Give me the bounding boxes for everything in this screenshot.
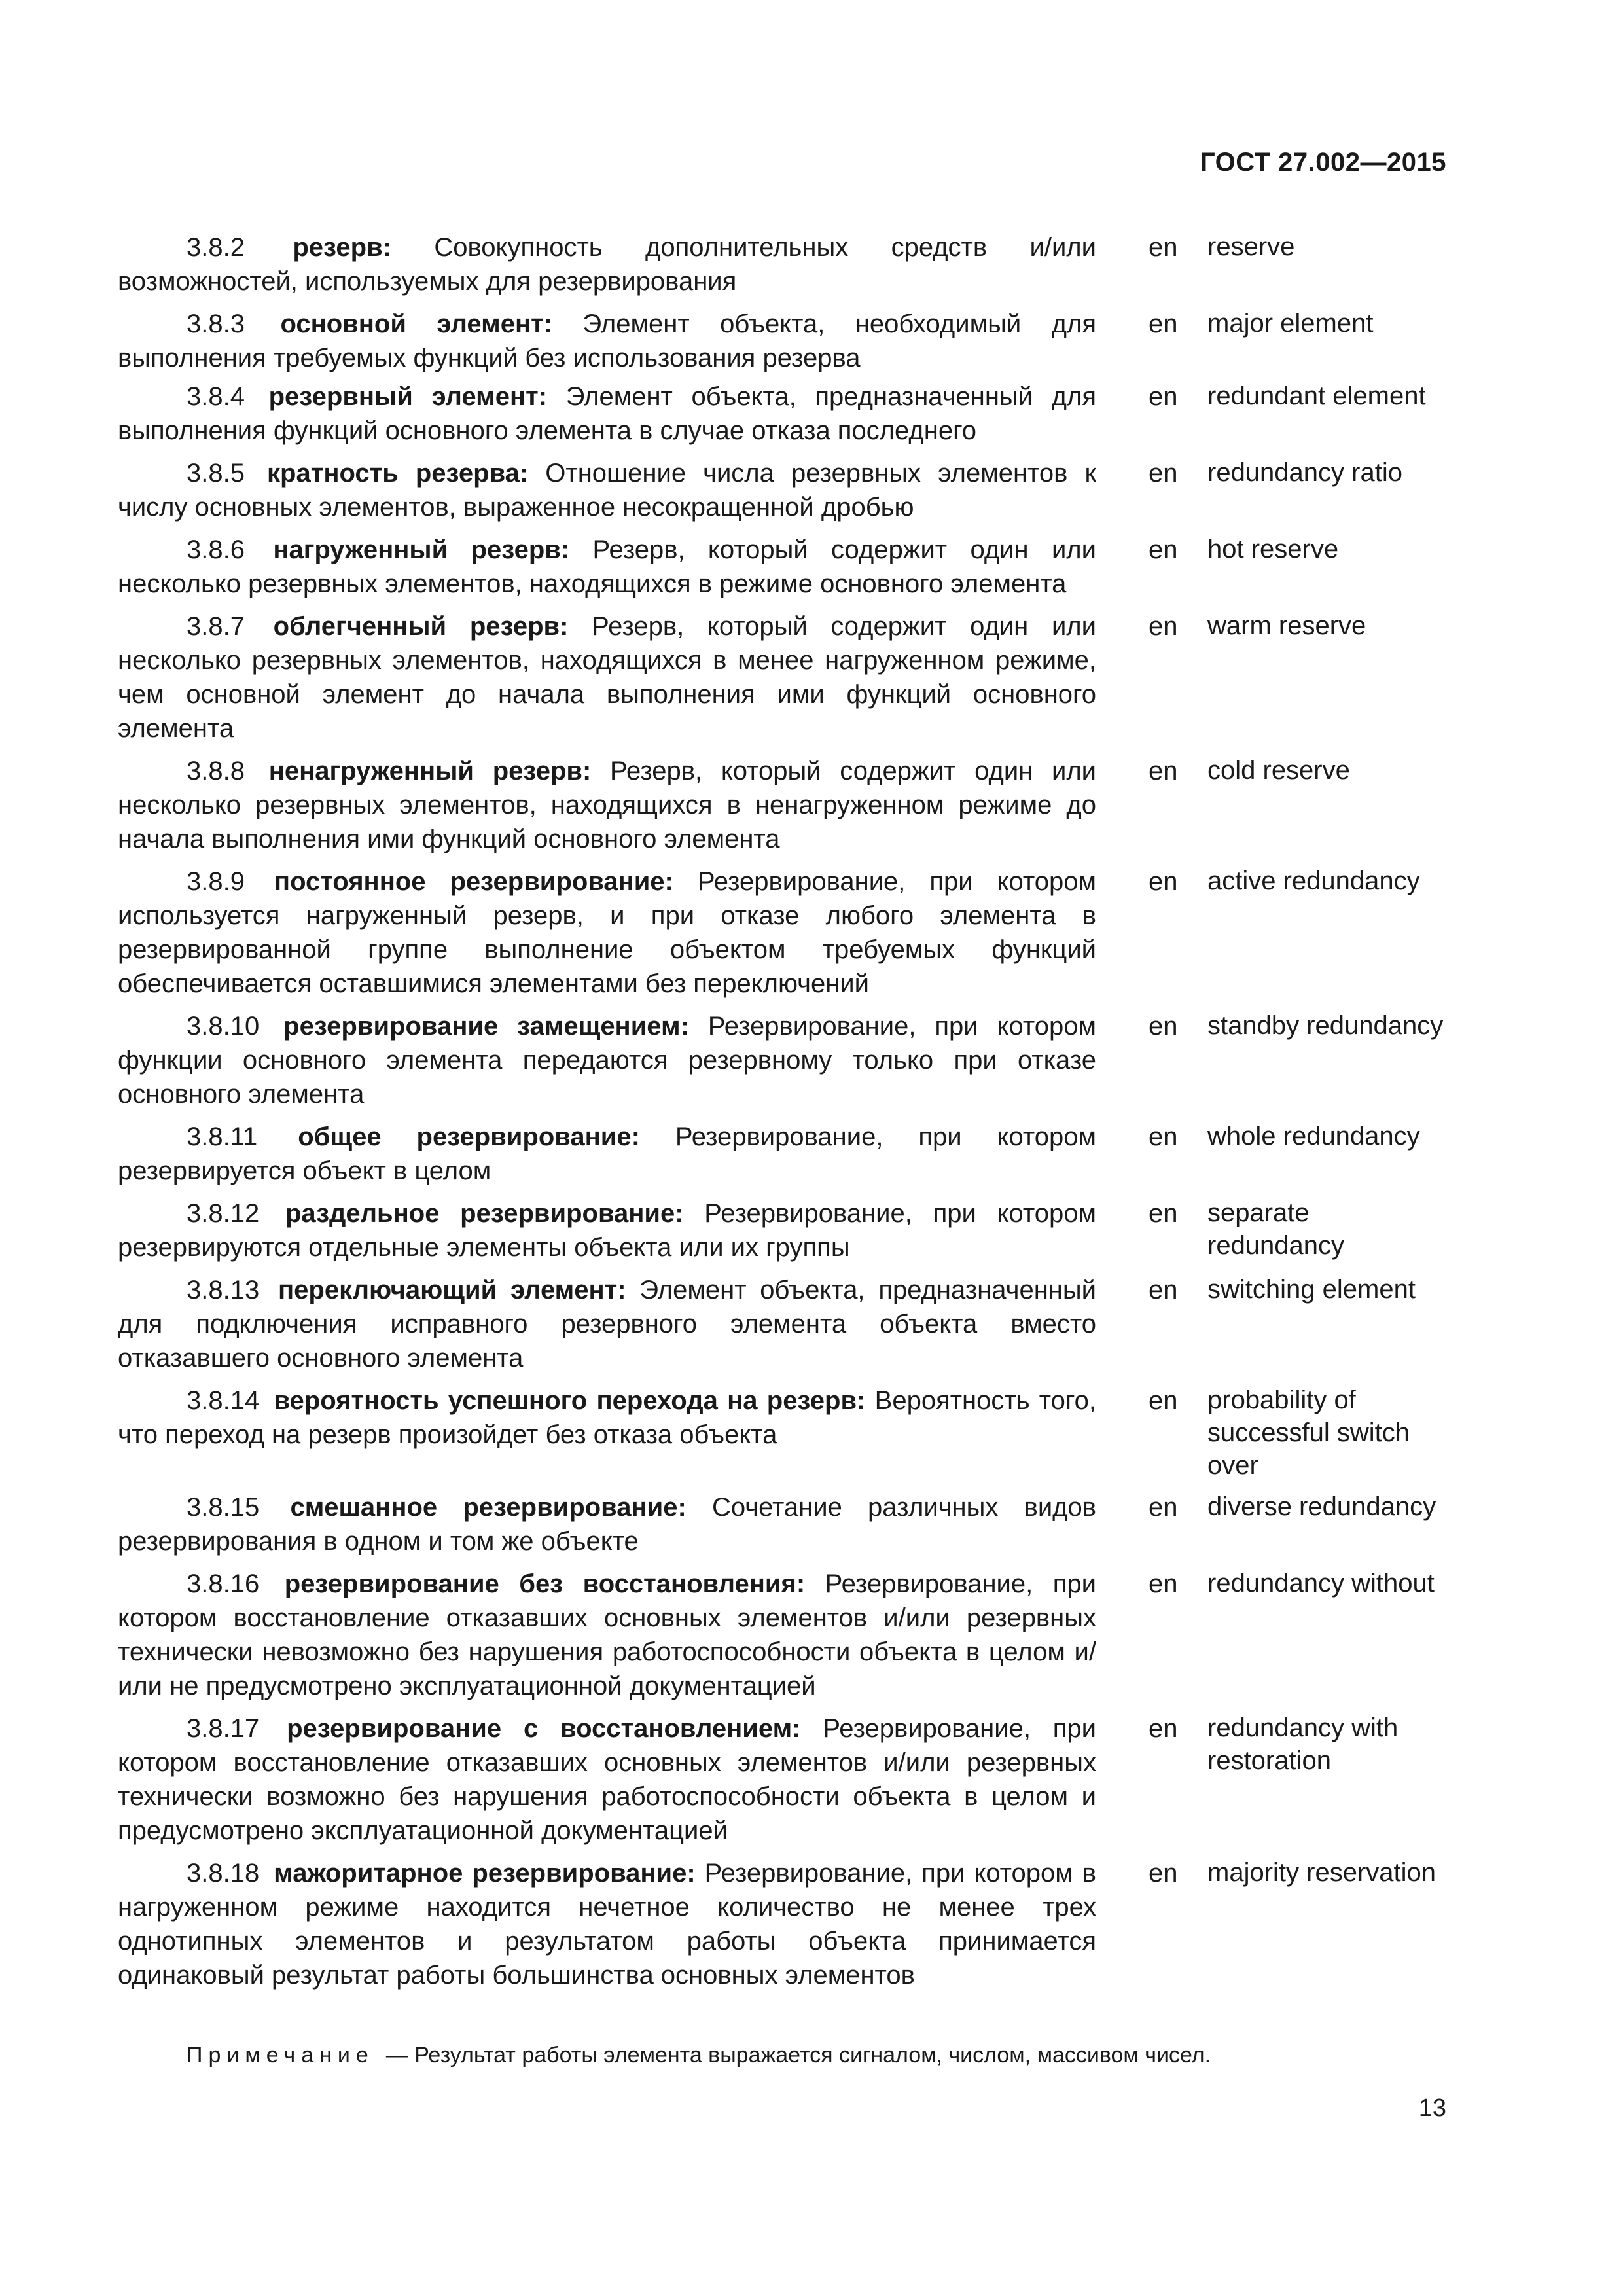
term-name: постоянное резервирование: bbox=[274, 867, 673, 896]
term-name: резервирование с восстановлением: bbox=[287, 1714, 801, 1743]
term-definition bbox=[118, 1196, 1096, 1265]
term-number: 3.8.6 bbox=[187, 535, 245, 564]
term-name: резерв: bbox=[293, 233, 391, 262]
term-definition bbox=[118, 533, 1096, 601]
english-equivalent: cold reserve bbox=[1207, 756, 1350, 785]
note-text: — Результат работы элемента выражается сигналом, числом, массивом чисел. bbox=[385, 2043, 1211, 2068]
note-label: Примечание bbox=[187, 2043, 374, 2068]
definition-text: Резервирование, при котором восстановление отказавших основных элементов и/или резервных технически невозможно без нарушения работоспособности объекта в целом и/или не предусмотрено эксплуатационной документацией bbox=[118, 1570, 1096, 1700]
term-name: облегченный резерв: bbox=[273, 612, 569, 641]
term-name: ненагруженный резерв: bbox=[268, 757, 592, 785]
term-definition bbox=[118, 1712, 1096, 1848]
english-equivalent: whole redundancy bbox=[1207, 1122, 1420, 1151]
term-name: резервный элемент: bbox=[268, 382, 548, 411]
term-definition bbox=[118, 609, 1096, 745]
term-entry bbox=[118, 1120, 1446, 1188]
term-entries bbox=[118, 230, 1446, 1992]
language-code: en bbox=[1149, 612, 1178, 641]
term-number: 3.8.3 bbox=[187, 310, 245, 338]
language-code: en bbox=[1149, 233, 1178, 262]
language-code: en bbox=[1149, 1012, 1178, 1041]
definition-text: Элемент объекта, предназначенный для подключения исправного резервного элемента объекта вместо отказавшего основного элемента bbox=[118, 1276, 1096, 1372]
english-equivalent: probability of successful switch over bbox=[1207, 1386, 1410, 1480]
term-definition bbox=[118, 1567, 1096, 1703]
term-number: 3.8.11 bbox=[187, 1122, 258, 1151]
english-equivalent: redundant element bbox=[1207, 382, 1426, 410]
term-definition bbox=[118, 1856, 1096, 1992]
term-number: 3.8.17 bbox=[187, 1714, 260, 1743]
english-equivalent: redundancy without bbox=[1207, 1569, 1435, 1598]
term-number: 3.8.18 bbox=[187, 1859, 260, 1888]
english-equivalent: switching element bbox=[1207, 1275, 1416, 1304]
english-equivalent: diverse redundancy bbox=[1207, 1492, 1436, 1521]
definition-text: Резервирование, при котором восстановление отказавших основных элементов и/или резервных технически возможно без нарушения работоспособности объекта в целом и предусмотрено эксплуатационной документацией bbox=[118, 1714, 1097, 1845]
term-name: раздельное резервирование: bbox=[285, 1199, 684, 1228]
english-equivalent: reserve bbox=[1207, 232, 1295, 261]
definition-text: Элемент объекта, предназначенный для выполнения функций основного элемента в случае отказа последнего bbox=[118, 382, 1096, 445]
term-entry bbox=[118, 754, 1446, 856]
english-equivalent: separate redundancy bbox=[1207, 1198, 1345, 1260]
language-code: en bbox=[1149, 459, 1178, 488]
language-code: en bbox=[1149, 1276, 1178, 1304]
term-definition bbox=[118, 1273, 1096, 1375]
term-entry bbox=[118, 1712, 1446, 1848]
term-entry bbox=[118, 1490, 1446, 1558]
term-number: 3.8.5 bbox=[187, 459, 245, 488]
definition-text: Резервирование, при котором в нагруженном режиме находится нечетное количество не менее трех однотипных элементов и результатом работы объекта принимается одинаковый результат работы большинства основных элементов bbox=[118, 1859, 1096, 1990]
definition-text: Резервирование, при котором резервируются отдельные элементы объекта или их группы bbox=[118, 1199, 1096, 1262]
language-code: en bbox=[1149, 757, 1178, 785]
definition-text: Совокупность дополнительных средств и/или возможностей, используемых для резервирования bbox=[118, 233, 1096, 296]
english-equivalent: redundancy ratio bbox=[1207, 458, 1402, 487]
language-code: en bbox=[1149, 535, 1178, 564]
english-equivalent: redundancy with restoration bbox=[1207, 1713, 1399, 1775]
definition-text: Резервирование, при котором используется нагруженный резерв, и при отказе любого элемента в резервированной группе выполнение объектом требуемых функций обеспечивается оставшимися элементами без переключений bbox=[118, 867, 1096, 998]
term-entry bbox=[118, 1567, 1446, 1703]
term-name: нагруженный резерв: bbox=[273, 535, 570, 564]
term-name: мажоритарное резервирование: bbox=[274, 1859, 696, 1888]
term-number: 3.8.2 bbox=[187, 233, 245, 262]
english-equivalent: warm reserve bbox=[1207, 611, 1366, 640]
term-number: 3.8.8 bbox=[187, 757, 245, 785]
term-definition bbox=[118, 1384, 1096, 1452]
term-number: 3.8.7 bbox=[187, 612, 245, 641]
english-equivalent: majority reservation bbox=[1207, 1858, 1436, 1887]
language-code: en bbox=[1149, 1493, 1178, 1522]
language-code: en bbox=[1149, 310, 1178, 338]
definition-text: Резерв, который содержит один или несколько резервных элементов, находящихся в режиме основного элемента bbox=[118, 535, 1096, 598]
language-code: en bbox=[1149, 1859, 1178, 1888]
definition-text: Вероятность того, что переход на резерв произойдет без отказа объекта bbox=[118, 1386, 1096, 1449]
definition-text: Резервирование, при котором функции основного элемента передаются резервному только при отказе основного элемента bbox=[118, 1012, 1096, 1109]
term-number: 3.8.13 bbox=[187, 1276, 260, 1304]
definition-text: Резерв, который содержит один или несколько резервных элементов, находящихся в ненагруженном режиме до начала выполнения ими функций основного элемента bbox=[118, 757, 1096, 853]
term-definition bbox=[118, 1009, 1096, 1111]
term-entry bbox=[118, 307, 1446, 375]
document-header: ГОСТ 27.002—2015 bbox=[1200, 148, 1446, 177]
english-equivalent: major element bbox=[1207, 309, 1374, 338]
term-name: резервирование без восстановления: bbox=[284, 1570, 806, 1598]
term-number: 3.8.4 bbox=[187, 382, 245, 411]
term-name: резервирование замещением: bbox=[283, 1012, 689, 1041]
term-name: общее резервирование: bbox=[298, 1122, 640, 1151]
definition-text: Резервирование, при котором резервируется объект в целом bbox=[118, 1122, 1096, 1185]
language-code: en bbox=[1149, 1122, 1178, 1151]
term-definition bbox=[118, 754, 1096, 856]
term-number: 3.8.15 bbox=[187, 1493, 260, 1522]
term-definition bbox=[118, 1120, 1096, 1188]
term-number: 3.8.9 bbox=[187, 867, 245, 896]
definition-text: Отношение числа резервных элементов к числу основных элементов, выраженное несокращенной дробью bbox=[118, 459, 1096, 522]
term-definition bbox=[118, 380, 1096, 448]
definition-text: Элемент объекта, необходимый для выполнения требуемых функций без использования резерва bbox=[118, 310, 1096, 372]
term-number: 3.8.10 bbox=[187, 1012, 260, 1041]
term-name: основной элемент: bbox=[280, 310, 553, 338]
term-entry bbox=[118, 865, 1446, 1001]
term-definition bbox=[118, 1490, 1096, 1558]
term-definition bbox=[118, 456, 1096, 524]
english-equivalent: standby redundancy bbox=[1207, 1011, 1444, 1040]
term-name: переключающий элемент: bbox=[278, 1276, 626, 1304]
language-code: en bbox=[1149, 1386, 1178, 1415]
term-entry bbox=[118, 1196, 1446, 1265]
term-entry bbox=[118, 533, 1446, 601]
term-number: 3.8.12 bbox=[187, 1199, 260, 1228]
language-code: en bbox=[1149, 1199, 1178, 1228]
term-entry bbox=[118, 380, 1446, 448]
term-definition bbox=[118, 865, 1096, 1001]
definition-text: Сочетание различных видов резервирования в одном и том же объекте bbox=[118, 1493, 1097, 1556]
language-code: en bbox=[1149, 867, 1178, 896]
definition-text: Резерв, который содержит один или несколько резервных элементов, находящихся в менее нагруженном режиме, чем основной элемент до начала выполнения ими функций основного элемента bbox=[118, 612, 1096, 743]
term-name: кратность резерва: bbox=[267, 459, 529, 488]
term-name: вероятность успешного перехода на резерв: bbox=[274, 1386, 866, 1415]
term-entry bbox=[118, 1009, 1446, 1111]
english-equivalent: active redundancy bbox=[1207, 867, 1420, 895]
english-equivalent: hot reserve bbox=[1207, 535, 1339, 564]
term-entry bbox=[118, 1384, 1446, 1482]
term-definition bbox=[118, 307, 1096, 375]
term-entry bbox=[118, 456, 1446, 524]
term-number: 3.8.16 bbox=[187, 1570, 260, 1598]
page-number: 13 bbox=[1418, 2094, 1446, 2122]
term-entry bbox=[118, 609, 1446, 745]
language-code: en bbox=[1149, 1570, 1178, 1598]
term-entry bbox=[118, 230, 1446, 298]
term-definition bbox=[118, 230, 1096, 298]
term-entry bbox=[118, 1273, 1446, 1375]
note bbox=[187, 2041, 1211, 2070]
term-name: смешанное резервирование: bbox=[290, 1493, 687, 1522]
term-entry bbox=[118, 1856, 1446, 1992]
language-code: en bbox=[1149, 1714, 1178, 1743]
language-code: en bbox=[1149, 382, 1178, 411]
term-number: 3.8.14 bbox=[187, 1386, 260, 1415]
